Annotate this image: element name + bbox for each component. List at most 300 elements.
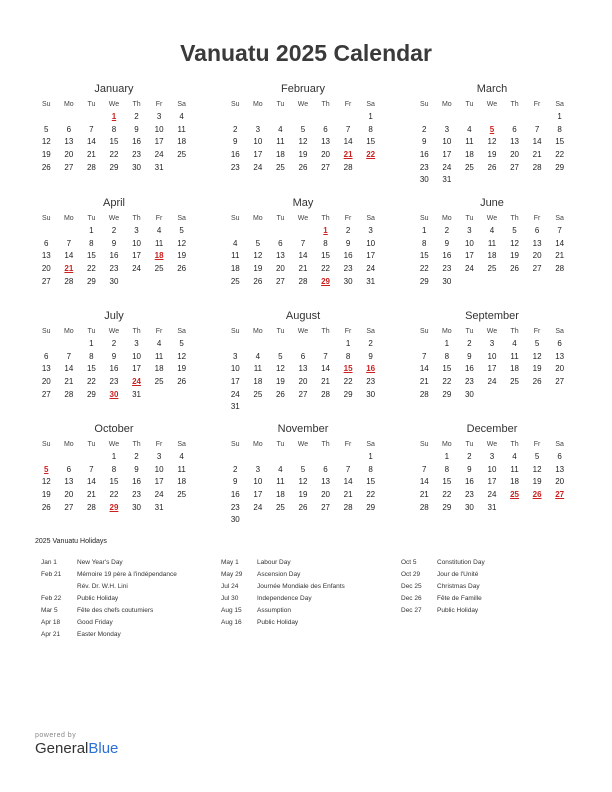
day-cell: 11 (465, 137, 474, 147)
weekday-header: Mo (441, 101, 452, 108)
day-cell: 3 (444, 124, 450, 134)
empty-day-cell (58, 451, 81, 464)
day-cell: 4 (278, 464, 283, 474)
holiday-date: Oct 29 (401, 571, 421, 578)
day-cell: 22 (442, 490, 452, 500)
holiday-date: Apr 18 (41, 619, 61, 626)
day-cell: 17 (366, 251, 376, 261)
day-cell: 6 (278, 238, 283, 248)
holiday-date: Feb 21 (41, 571, 62, 578)
holiday-day-cell: 25 (510, 490, 519, 500)
day-cell: 27 (41, 276, 51, 286)
holiday-row (41, 569, 221, 581)
day-cell: 12 (298, 137, 308, 147)
weekday-header: Th (321, 215, 330, 222)
day-cell: 11 (231, 251, 240, 261)
day-cell: 1 (368, 452, 373, 461)
day-cell: 3 (156, 452, 162, 461)
holiday-column (221, 557, 401, 629)
day-cell: 4 (156, 226, 162, 235)
day-cell: 13 (41, 364, 51, 374)
day-cell: 12 (532, 464, 542, 474)
day-cell: 21 (64, 377, 74, 387)
day-cell: 14 (343, 477, 353, 487)
day-cell: 16 (464, 364, 474, 374)
day-cell: 27 (321, 502, 330, 512)
weekday-header: We (486, 441, 498, 448)
holiday-day-cell: 22 (366, 150, 376, 160)
holiday-date: Aug 16 (221, 619, 242, 626)
holiday-row (401, 605, 581, 617)
day-cell: 20 (64, 150, 74, 160)
weekday-header: Fr (155, 328, 163, 335)
weekday-header: Su (42, 441, 51, 448)
day-cell: 27 (41, 389, 51, 399)
day-cell: 26 (253, 276, 263, 286)
holiday-date: May 29 (221, 571, 243, 578)
holiday-day-cell: 29 (321, 276, 330, 286)
day-cell: 30 (464, 389, 474, 399)
weekday-header: Su (42, 101, 51, 108)
day-cell: 14 (532, 137, 542, 147)
day-cell: 3 (156, 112, 162, 121)
day-cell: 20 (321, 490, 330, 500)
month-name: July (104, 310, 124, 322)
empty-day-cell (35, 225, 58, 238)
day-cell: 22 (419, 264, 429, 274)
empty-day-cell (337, 451, 360, 464)
day-cell: 8 (444, 351, 450, 361)
day-cell: 8 (111, 464, 117, 474)
month-name: September (465, 310, 519, 322)
day-cell: 4 (467, 124, 472, 134)
holiday-date: Dec 26 (401, 595, 422, 602)
month-name: January (94, 83, 134, 95)
day-cell: 11 (177, 124, 186, 134)
holiday-day-cell: 16 (366, 364, 376, 374)
day-cell: 29 (419, 276, 429, 286)
weekday-header: Th (132, 215, 141, 222)
holiday-day-cell: 29 (109, 502, 119, 512)
holiday-name: Fête des chefs coutumiers (77, 607, 154, 614)
day-cell: 29 (86, 276, 96, 286)
day-cell: 16 (109, 364, 119, 374)
day-cell: 15 (86, 251, 96, 261)
weekday-header: Tu (465, 101, 474, 108)
day-cell: 22 (366, 490, 376, 500)
holiday-day-cell: 1 (111, 112, 117, 121)
day-cell: 15 (109, 137, 119, 147)
day-cell: 14 (419, 364, 429, 374)
holiday-name: New Year's Day (77, 559, 123, 566)
day-cell: 24 (132, 264, 141, 274)
day-cell: 10 (487, 464, 497, 474)
day-cell: 2 (111, 339, 117, 348)
weekday-header: Su (42, 215, 51, 222)
holiday-row (221, 569, 401, 581)
day-cell: 9 (467, 464, 472, 474)
weekday-header: Sa (177, 328, 186, 335)
month-name: November (277, 423, 329, 435)
holiday-name: Constitution Day (437, 559, 485, 566)
day-cell: 27 (321, 162, 330, 172)
holiday-name: Public Holiday (77, 595, 119, 602)
day-cell: 28 (532, 162, 542, 172)
holiday-name: Good Friday (77, 619, 113, 626)
brand-logo (35, 740, 118, 758)
day-cell: 17 (253, 490, 263, 500)
day-cell: 31 (154, 162, 164, 172)
day-cell: 31 (230, 402, 240, 412)
page-title: Vanuatu 2025 Calendar (180, 40, 432, 66)
empty-day-cell (292, 451, 315, 464)
day-cell: 5 (44, 124, 49, 134)
day-cell: 2 (368, 339, 373, 348)
day-cell: 25 (154, 377, 164, 387)
day-cell: 25 (177, 490, 187, 500)
day-cell: 4 (512, 339, 517, 348)
day-cell: 19 (532, 364, 542, 374)
day-cell: 31 (366, 276, 376, 286)
day-cell: 14 (419, 477, 429, 487)
weekday-header: We (297, 215, 309, 222)
day-cell: 26 (41, 502, 51, 512)
day-cell: 11 (154, 351, 164, 361)
day-cell: 25 (177, 150, 187, 160)
day-cell: 20 (64, 490, 74, 500)
day-cell: 28 (343, 162, 353, 172)
day-cell: 16 (230, 490, 240, 500)
holiday-day-cell: 5 (489, 124, 495, 134)
empty-day-cell (337, 111, 360, 124)
day-cell: 3 (368, 226, 373, 235)
day-cell: 23 (230, 502, 240, 512)
day-cell: 1 (422, 226, 427, 235)
weekday-header: Sa (366, 441, 375, 448)
day-cell: 4 (233, 238, 238, 248)
day-cell: 2 (345, 226, 351, 235)
day-cell: 23 (366, 377, 376, 387)
day-cell: 8 (345, 351, 351, 361)
day-cell: 28 (555, 264, 565, 274)
day-cell: 10 (154, 124, 164, 134)
weekday-header: Fr (533, 101, 541, 108)
day-cell: 8 (89, 238, 94, 248)
weekday-header: Fr (344, 215, 352, 222)
day-cell: 15 (442, 364, 452, 374)
holiday-date: Jul 24 (221, 583, 239, 590)
day-cell: 14 (555, 238, 565, 248)
day-cell: 20 (41, 264, 51, 274)
day-cell: 15 (555, 137, 565, 147)
empty-day-cell (58, 338, 81, 351)
day-cell: 17 (487, 364, 497, 374)
day-cell: 31 (154, 502, 164, 512)
day-cell: 27 (555, 377, 565, 387)
empty-day-cell (247, 225, 270, 238)
day-cell: 11 (253, 364, 262, 374)
day-cell: 17 (132, 251, 141, 261)
empty-day-cell (224, 111, 247, 124)
day-cell: 17 (442, 150, 452, 160)
day-cell: 12 (177, 351, 187, 361)
day-cell: 13 (298, 364, 308, 374)
weekday-header: Su (231, 441, 240, 448)
weekday-header: Mo (252, 101, 263, 108)
empty-day-cell (292, 111, 315, 124)
empty-day-cell (503, 111, 526, 124)
month-november (224, 423, 382, 527)
holiday-date: Dec 27 (401, 607, 422, 614)
day-cell: 28 (298, 276, 308, 286)
weekday-header: Fr (533, 215, 541, 222)
day-cell: 24 (230, 389, 240, 399)
day-cell: 22 (109, 150, 119, 160)
day-cell: 30 (109, 276, 119, 286)
day-cell: 28 (86, 502, 96, 512)
day-cell: 13 (64, 477, 74, 487)
day-cell: 1 (89, 226, 94, 235)
weekday-header: Sa (366, 101, 375, 108)
day-cell: 26 (487, 162, 497, 172)
month-name: August (285, 310, 321, 322)
day-cell: 11 (510, 464, 519, 474)
day-cell: 23 (109, 264, 119, 274)
day-cell: 14 (64, 251, 74, 261)
day-cell: 29 (109, 162, 119, 172)
weekday-header: Mo (63, 441, 74, 448)
day-cell: 9 (233, 477, 238, 487)
day-cell: 6 (66, 124, 72, 134)
day-cell: 30 (132, 502, 141, 512)
day-cell: 21 (419, 490, 429, 500)
day-cell: 30 (343, 276, 353, 286)
day-cell: 24 (154, 150, 164, 160)
day-cell: 28 (64, 389, 74, 399)
day-cell: 25 (275, 502, 285, 512)
weekday-header: Fr (533, 441, 541, 448)
holiday-row (401, 569, 581, 581)
weekday-header: Th (510, 215, 519, 222)
day-cell: 4 (179, 452, 184, 461)
weekday-header: Fr (344, 328, 352, 335)
day-cell: 23 (419, 162, 429, 172)
day-cell: 18 (510, 477, 519, 487)
empty-day-cell (292, 225, 315, 238)
weekday-header: We (297, 441, 309, 448)
day-cell: 28 (86, 162, 96, 172)
day-cell: 20 (41, 377, 51, 387)
holiday-name: Easter Monday (77, 631, 121, 638)
day-cell: 28 (321, 389, 330, 399)
month-april (35, 197, 193, 288)
holiday-date: Aug 15 (221, 607, 242, 614)
day-cell: 7 (66, 351, 72, 361)
empty-day-cell (269, 225, 292, 238)
weekday-header: Mo (252, 215, 263, 222)
day-cell: 1 (444, 452, 450, 461)
day-cell: 13 (321, 137, 330, 147)
day-cell: 21 (86, 490, 96, 500)
day-cell: 9 (467, 351, 472, 361)
day-cell: 6 (44, 351, 49, 361)
day-cell: 22 (555, 150, 565, 160)
weekday-header: Tu (87, 441, 96, 448)
day-cell: 28 (64, 276, 74, 286)
day-cell: 10 (464, 238, 474, 248)
day-cell: 1 (368, 112, 373, 121)
day-cell: 3 (489, 339, 495, 348)
day-cell: 12 (41, 477, 51, 487)
day-cell: 3 (233, 351, 238, 361)
day-cell: 11 (177, 464, 186, 474)
day-cell: 7 (557, 226, 562, 235)
day-cell: 2 (422, 124, 427, 134)
day-cell: 2 (233, 124, 238, 134)
weekday-header: Fr (155, 441, 163, 448)
weekday-header: Su (231, 328, 240, 335)
empty-day-cell (247, 451, 270, 464)
day-cell: 12 (532, 351, 542, 361)
weekday-header: We (486, 328, 498, 335)
weekday-header: Sa (366, 328, 375, 335)
month-january (35, 83, 193, 174)
day-cell: 30 (366, 389, 376, 399)
holiday-name: Assumption (257, 607, 291, 614)
holiday-row (221, 557, 401, 569)
month-september (413, 310, 571, 401)
holiday-name: Public Holiday (437, 607, 479, 614)
weekday-header: Fr (533, 328, 541, 335)
day-cell: 2 (467, 339, 472, 348)
weekday-header: Sa (177, 215, 186, 222)
day-cell: 2 (467, 452, 472, 461)
weekday-header: Fr (344, 441, 352, 448)
day-cell: 20 (298, 377, 308, 387)
day-cell: 3 (489, 452, 495, 461)
day-cell: 19 (298, 490, 308, 500)
weekday-header: Su (42, 328, 51, 335)
holiday-row (401, 557, 581, 569)
day-cell: 8 (368, 464, 373, 474)
day-cell: 5 (179, 226, 184, 235)
day-cell: 12 (177, 238, 187, 248)
day-cell: 19 (510, 251, 519, 261)
day-cell: 22 (86, 377, 96, 387)
holiday-name: Independence Day (257, 595, 312, 602)
weekday-header: Su (231, 101, 240, 108)
weekday-header: Tu (465, 215, 474, 222)
day-cell: 13 (41, 251, 51, 261)
day-cell: 5 (512, 226, 517, 235)
holiday-row (41, 593, 221, 605)
day-cell: 13 (555, 464, 565, 474)
day-cell: 23 (464, 377, 474, 387)
holiday-day-cell: 21 (343, 150, 353, 160)
day-cell: 21 (555, 251, 565, 261)
day-cell: 6 (557, 339, 562, 348)
day-cell: 18 (487, 251, 497, 261)
empty-day-cell (314, 111, 337, 124)
day-cell: 12 (510, 238, 519, 248)
day-cell: 12 (275, 364, 285, 374)
holiday-day-cell: 30 (109, 389, 119, 399)
weekday-header: Th (132, 441, 141, 448)
empty-day-cell (224, 451, 247, 464)
month-july (35, 310, 193, 401)
day-cell: 5 (534, 339, 540, 348)
weekday-header: We (297, 101, 309, 108)
day-cell: 13 (532, 238, 542, 248)
day-cell: 23 (109, 377, 119, 387)
holiday-row (41, 617, 221, 629)
day-cell: 7 (345, 464, 351, 474)
weekday-header: We (486, 101, 498, 108)
day-cell: 2 (233, 464, 238, 474)
day-cell: 25 (230, 276, 240, 286)
day-cell: 3 (467, 226, 472, 235)
day-cell: 15 (442, 477, 452, 487)
holiday-row (401, 581, 581, 593)
day-cell: 7 (345, 124, 351, 134)
month-october (35, 423, 193, 514)
weekday-header: Mo (252, 328, 263, 335)
brand-logo-general: General (35, 740, 89, 757)
empty-day-cell (247, 111, 270, 124)
day-cell: 25 (464, 162, 474, 172)
weekday-header: Su (420, 328, 429, 335)
day-cell: 11 (276, 477, 285, 487)
day-cell: 14 (321, 364, 330, 374)
day-cell: 17 (154, 477, 164, 487)
day-cell: 29 (442, 502, 452, 512)
day-cell: 21 (532, 150, 542, 160)
weekday-header: Mo (63, 101, 74, 108)
weekday-header: Sa (555, 441, 564, 448)
holiday-row (221, 617, 401, 629)
day-cell: 6 (66, 464, 72, 474)
weekday-header: Tu (276, 441, 285, 448)
day-cell: 16 (109, 251, 119, 261)
day-cell: 12 (41, 137, 51, 147)
day-cell: 31 (487, 502, 497, 512)
day-cell: 26 (177, 377, 187, 387)
weekday-header: Fr (344, 101, 352, 108)
day-cell: 16 (419, 150, 429, 160)
empty-day-cell (35, 338, 58, 351)
day-cell: 9 (422, 137, 427, 147)
day-cell: 29 (343, 389, 353, 399)
day-cell: 13 (64, 137, 74, 147)
day-cell: 23 (464, 490, 474, 500)
day-cell: 17 (154, 137, 164, 147)
day-cell: 23 (132, 490, 141, 500)
day-cell: 30 (442, 276, 452, 286)
empty-day-cell (58, 225, 81, 238)
day-cell: 17 (230, 377, 240, 387)
empty-day-cell (35, 451, 58, 464)
day-cell: 16 (442, 251, 452, 261)
day-cell: 1 (444, 339, 450, 348)
day-cell: 21 (298, 264, 308, 274)
day-cell: 18 (177, 477, 187, 487)
empty-day-cell (224, 225, 247, 238)
day-cell: 20 (510, 150, 519, 160)
day-cell: 20 (532, 251, 542, 261)
weekday-header: We (108, 441, 120, 448)
day-cell: 24 (487, 490, 497, 500)
day-cell: 10 (230, 364, 240, 374)
